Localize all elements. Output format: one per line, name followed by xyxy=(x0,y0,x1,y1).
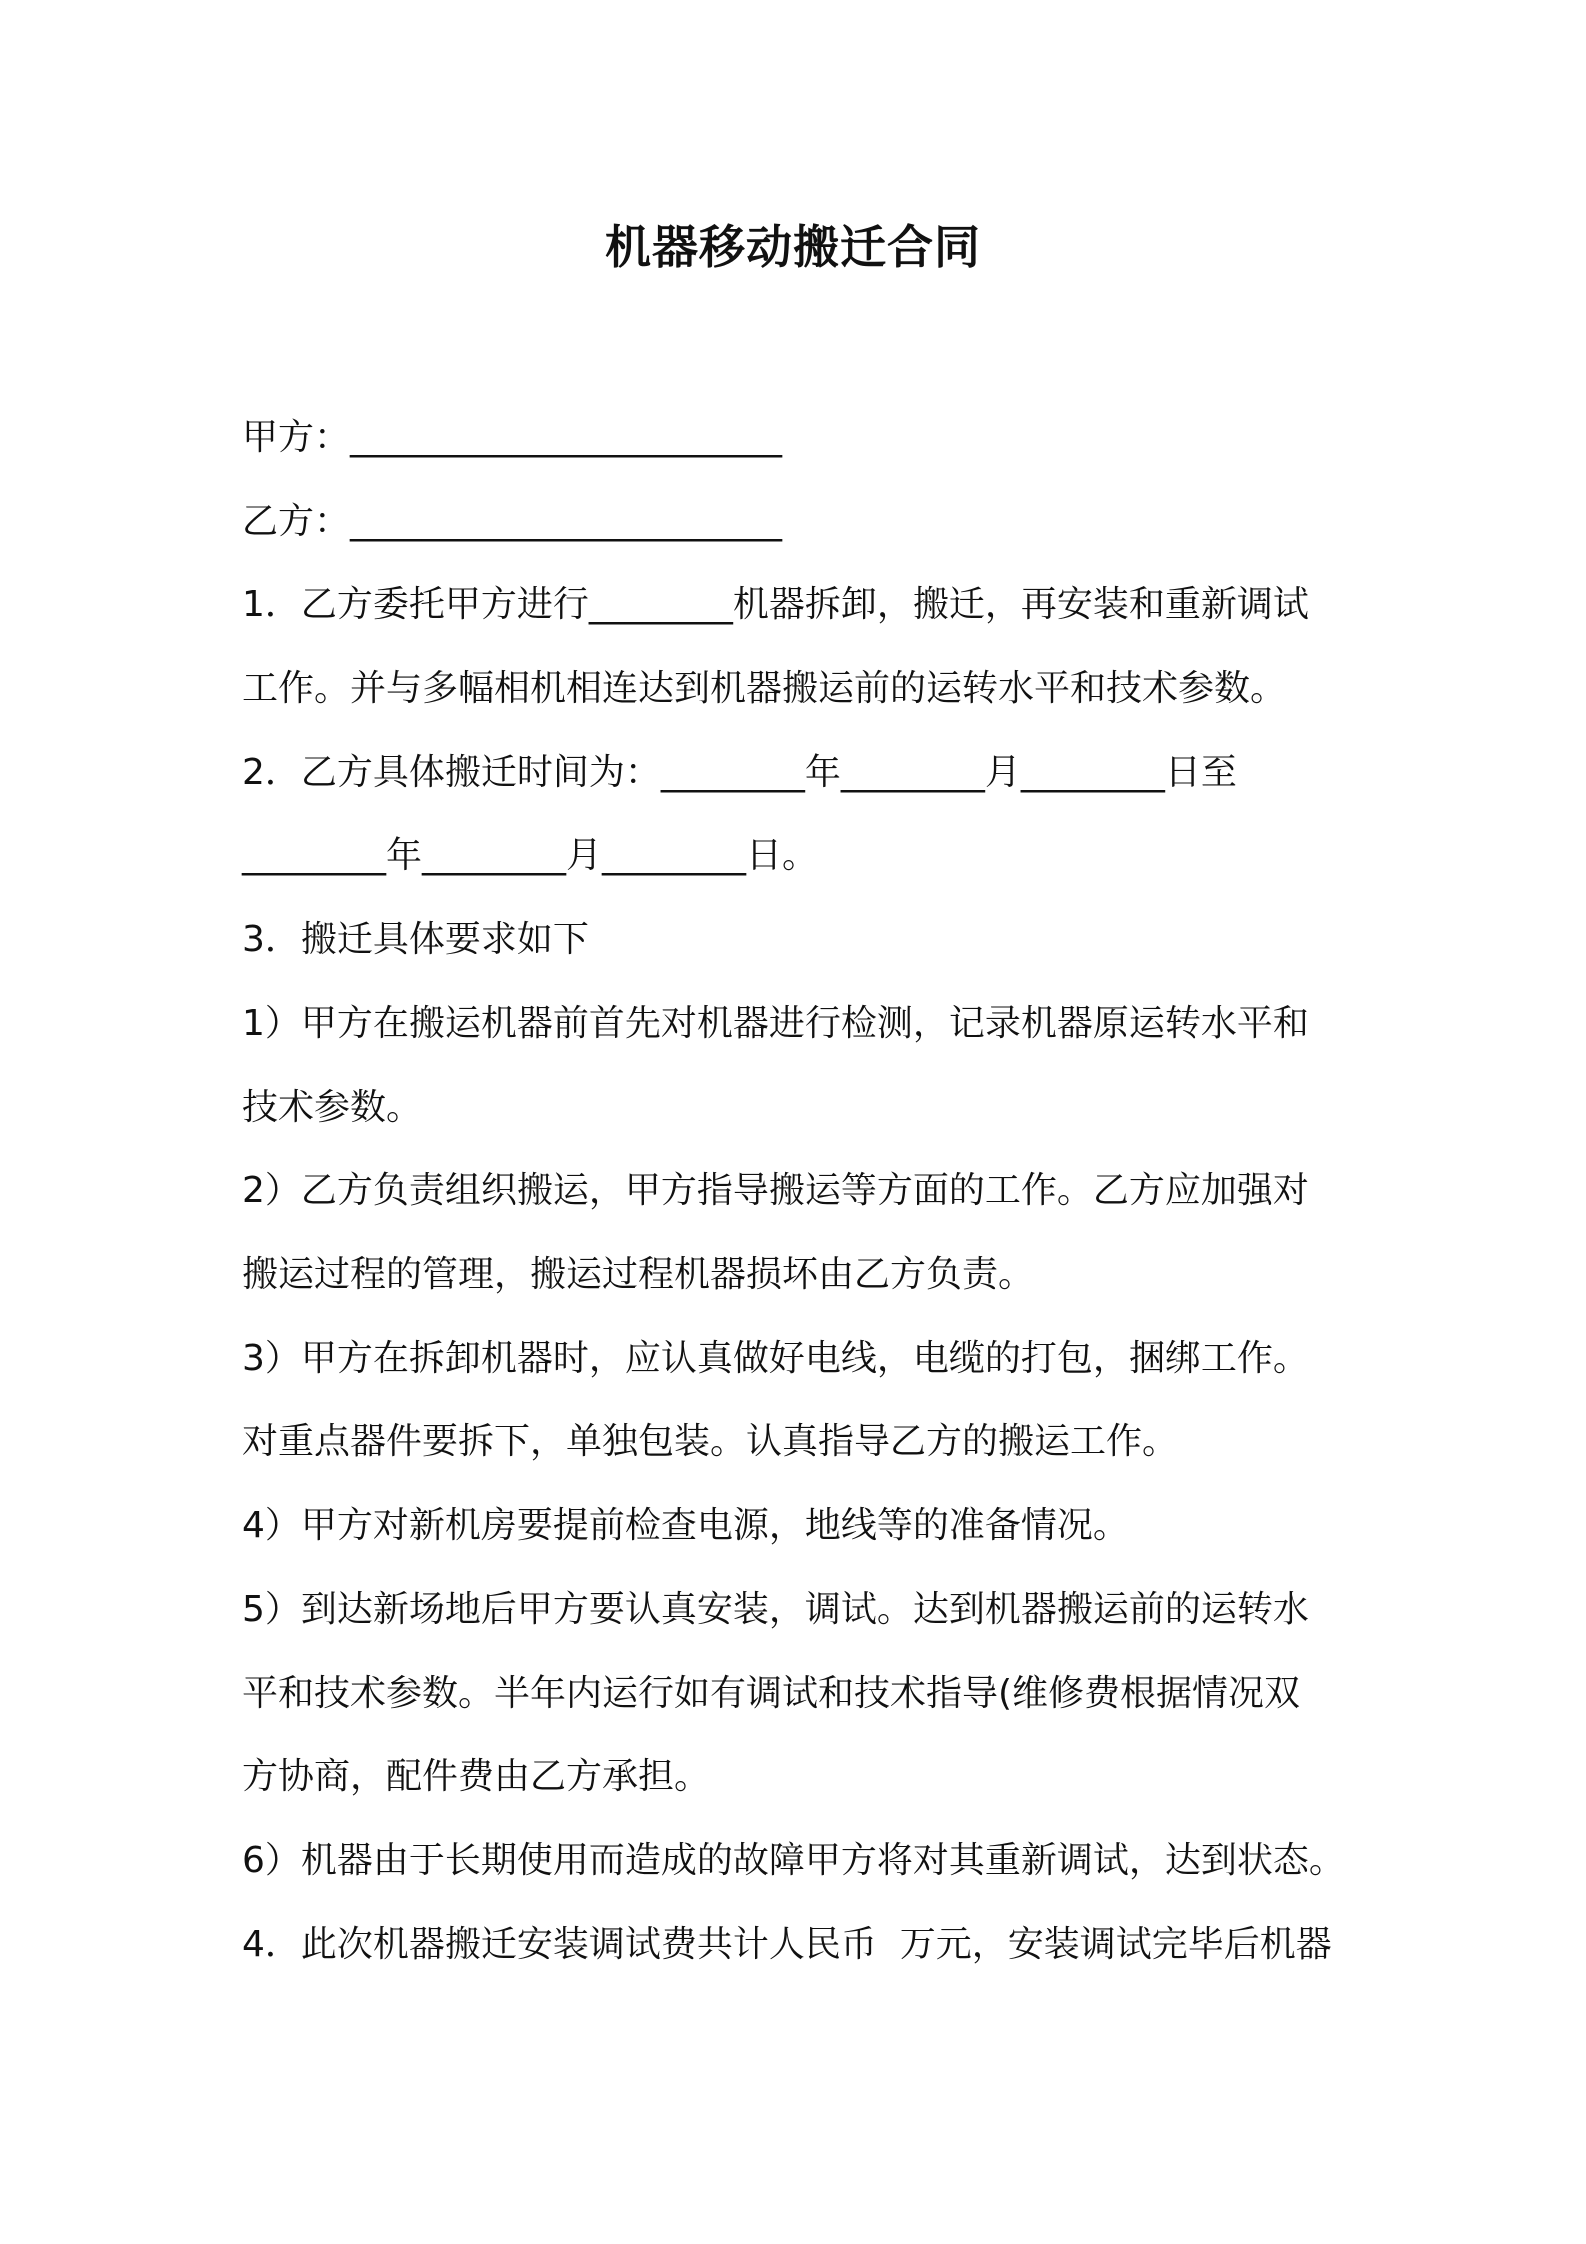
clause-1-line-1: 1．乙方委托甲方进行________机器拆卸，搬迁，再安装和重新调试 xyxy=(242,584,1309,625)
clause-1-line-2: 工作。并与多幅相机相连达到机器搬运前的运转水平和技术参数。 xyxy=(242,668,1287,709)
item-1-line-2: 技术参数。 xyxy=(242,1087,423,1128)
party-b-line: 乙方：________________________ xyxy=(242,501,783,542)
item-6-line-1: 6）机器由于长期使用而造成的故障甲方将对其重新调试，达到状态。 xyxy=(242,1840,1345,1881)
item-3-line-2: 对重点器件要拆下，单独包装。认真指导乙方的搬运工作。 xyxy=(242,1421,1179,1462)
item-4-line-1: 4）甲方对新机房要提前检查电源，地线等的准备情况。 xyxy=(242,1505,1129,1546)
item-1-line-1: 1）甲方在搬运机器前首先对机器进行检测，记录机器原运转水平和 xyxy=(242,1003,1309,1044)
item-5-line-2: 平和技术参数。半年内运行如有调试和技术指导(维修费根据情况双 xyxy=(242,1673,1301,1714)
item-5-line-1: 5）到达新场地后甲方要认真安装，调试。达到机器搬运前的运转水 xyxy=(242,1589,1309,1630)
item-5-line-3: 方协商，配件费由乙方承担。 xyxy=(242,1756,711,1797)
item-2-line-1: 2）乙方负责组织搬运，甲方指导搬运等方面的工作。乙方应加强对 xyxy=(242,1170,1309,1211)
clause-2-line-2: ________年________月________日。 xyxy=(242,835,818,876)
party-a-line: 甲方：________________________ xyxy=(242,417,783,458)
clause-4-line-1: 4．此次机器搬迁安装调试费共计人民币 万元，安装调试完毕后机器 xyxy=(242,1924,1332,1965)
clause-2-line-1: 2．乙方具体搬迁时间为：________年________月________日至 xyxy=(242,752,1237,793)
item-2-line-2: 搬运过程的管理，搬运过程机器损坏由乙方负责。 xyxy=(242,1254,1035,1295)
document-title: 机器移动搬迁合同 xyxy=(605,220,981,274)
clause-3-heading: 3．搬迁具体要求如下 xyxy=(242,919,589,960)
item-3-line-1: 3）甲方在拆卸机器时，应认真做好电线，电缆的打包，捆绑工作。 xyxy=(242,1338,1309,1379)
